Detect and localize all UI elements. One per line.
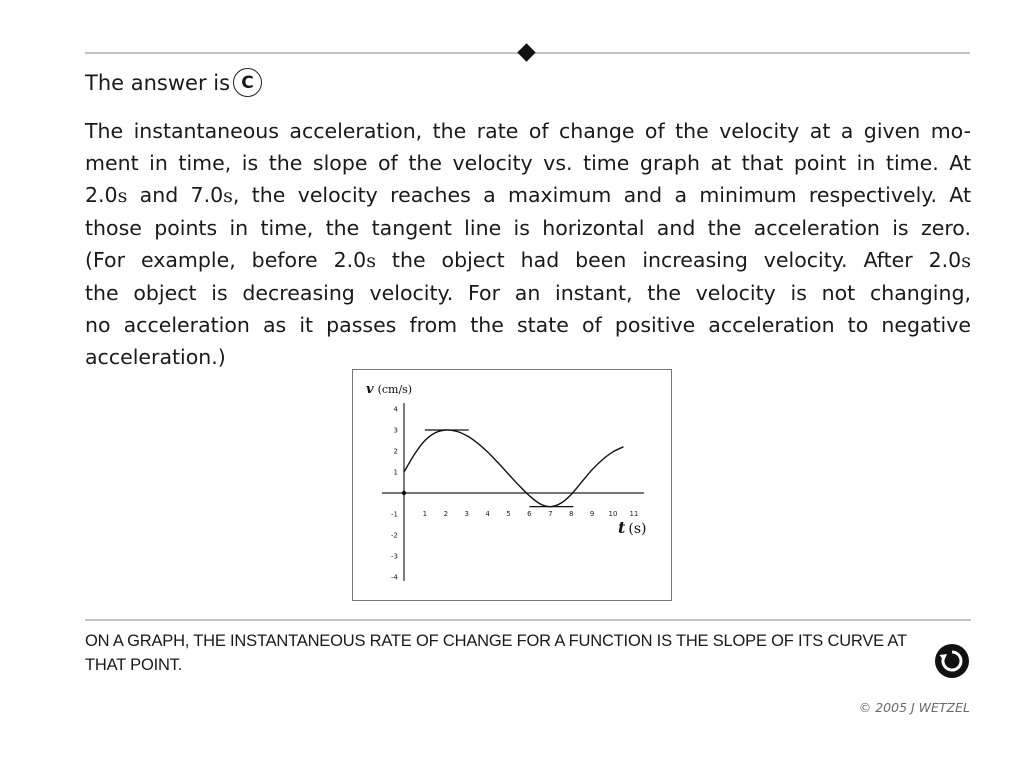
x-tick-label: 8 bbox=[568, 510, 574, 518]
bottom-divider bbox=[85, 619, 971, 621]
y-axis-symbol: v bbox=[366, 382, 374, 397]
y-tick-label: -4 bbox=[391, 573, 398, 582]
x-tick-label: 10 bbox=[608, 510, 618, 518]
x-tick-label: 5 bbox=[506, 510, 511, 518]
unit-seconds: s bbox=[366, 250, 376, 272]
explanation-text: the object had been increasing velocity. After 2.0 bbox=[375, 248, 962, 272]
answer-line bbox=[85, 68, 262, 97]
y-tick-label: 1 bbox=[393, 468, 398, 477]
velocity-curve bbox=[404, 430, 623, 507]
y-tick-label: 3 bbox=[393, 426, 398, 435]
x-axis-symbol: t bbox=[618, 518, 626, 537]
y-tick-label: -2 bbox=[391, 531, 398, 540]
x-axis-label bbox=[618, 518, 647, 537]
y-tick-label: -1 bbox=[391, 510, 398, 519]
y-tick-label: -3 bbox=[391, 552, 398, 561]
y-axis-unit: (cm/s) bbox=[377, 383, 413, 396]
answer-prefix: The answer is bbox=[85, 70, 231, 95]
explanation-text: 2.0 bbox=[85, 183, 118, 207]
explanation-paragraph bbox=[85, 115, 971, 373]
diamond-ornament bbox=[517, 43, 535, 61]
velocity-time-chart bbox=[353, 370, 671, 600]
unit-seconds: s bbox=[961, 250, 971, 272]
x-tick-label: 4 bbox=[485, 510, 490, 518]
reload-button[interactable] bbox=[934, 643, 970, 679]
x-tick-label: 6 bbox=[527, 510, 532, 518]
explanation-text: (For example, before 2.0 bbox=[85, 248, 367, 272]
explanation-text: acceleration.) bbox=[85, 345, 226, 369]
velocity-time-graph bbox=[352, 369, 672, 601]
explanation-line bbox=[85, 212, 971, 244]
explanation-line bbox=[85, 244, 971, 277]
explanation-text: ment in time, is the slope of the velocity vs. time graph at that point in time. At bbox=[85, 151, 971, 175]
explanation-line bbox=[85, 179, 971, 212]
explanation-text: no acceleration as it passes from the state of positive acceleration to negative bbox=[85, 313, 971, 337]
x-tick-label: 7 bbox=[548, 510, 553, 518]
x-tick-label: 11 bbox=[629, 510, 639, 518]
y-axis-label bbox=[366, 382, 412, 397]
y-tick-label: 2 bbox=[393, 447, 398, 456]
origin-point bbox=[402, 491, 406, 495]
reload-icon bbox=[934, 643, 970, 679]
explanation-text: and 7.0 bbox=[127, 183, 224, 207]
x-tick-label: 9 bbox=[589, 510, 595, 518]
unit-seconds: s bbox=[117, 185, 128, 207]
footer-caption: ON A GRAPH, THE INSTANTANEOUS RATE OF CHANGE FOR A FUNCTION IS THE SLOPE OF ITS CURVE AT THAT POINT. bbox=[85, 632, 907, 674]
explanation-text: the object is decreasing velocity. For an instant, the velocity is not changing, bbox=[85, 281, 971, 305]
explanation-line bbox=[85, 277, 971, 309]
x-axis-unit: (s) bbox=[628, 521, 647, 537]
x-tick-label: 1 bbox=[422, 510, 428, 518]
unit-seconds: s bbox=[223, 185, 233, 207]
explanation-line bbox=[85, 115, 971, 147]
x-tick-label: 2 bbox=[443, 510, 449, 518]
answer-choice-badge: C bbox=[233, 68, 262, 97]
copyright-notice: © 2005 J WETZEL bbox=[858, 700, 970, 715]
x-tick-label: 3 bbox=[464, 510, 469, 518]
explanation-text: The instantaneous acceleration, the rate of change of the velocity at a given mo- bbox=[85, 119, 971, 143]
explanation-line bbox=[85, 309, 971, 341]
explanation-text: , the velocity reaches a maximum and a minimum respectively. At bbox=[232, 183, 971, 207]
explanation-text: those points in time, the tangent line is horizontal and the acceleration is zero. bbox=[85, 216, 971, 240]
y-tick-label: 4 bbox=[393, 405, 398, 414]
explanation-line bbox=[85, 147, 971, 179]
